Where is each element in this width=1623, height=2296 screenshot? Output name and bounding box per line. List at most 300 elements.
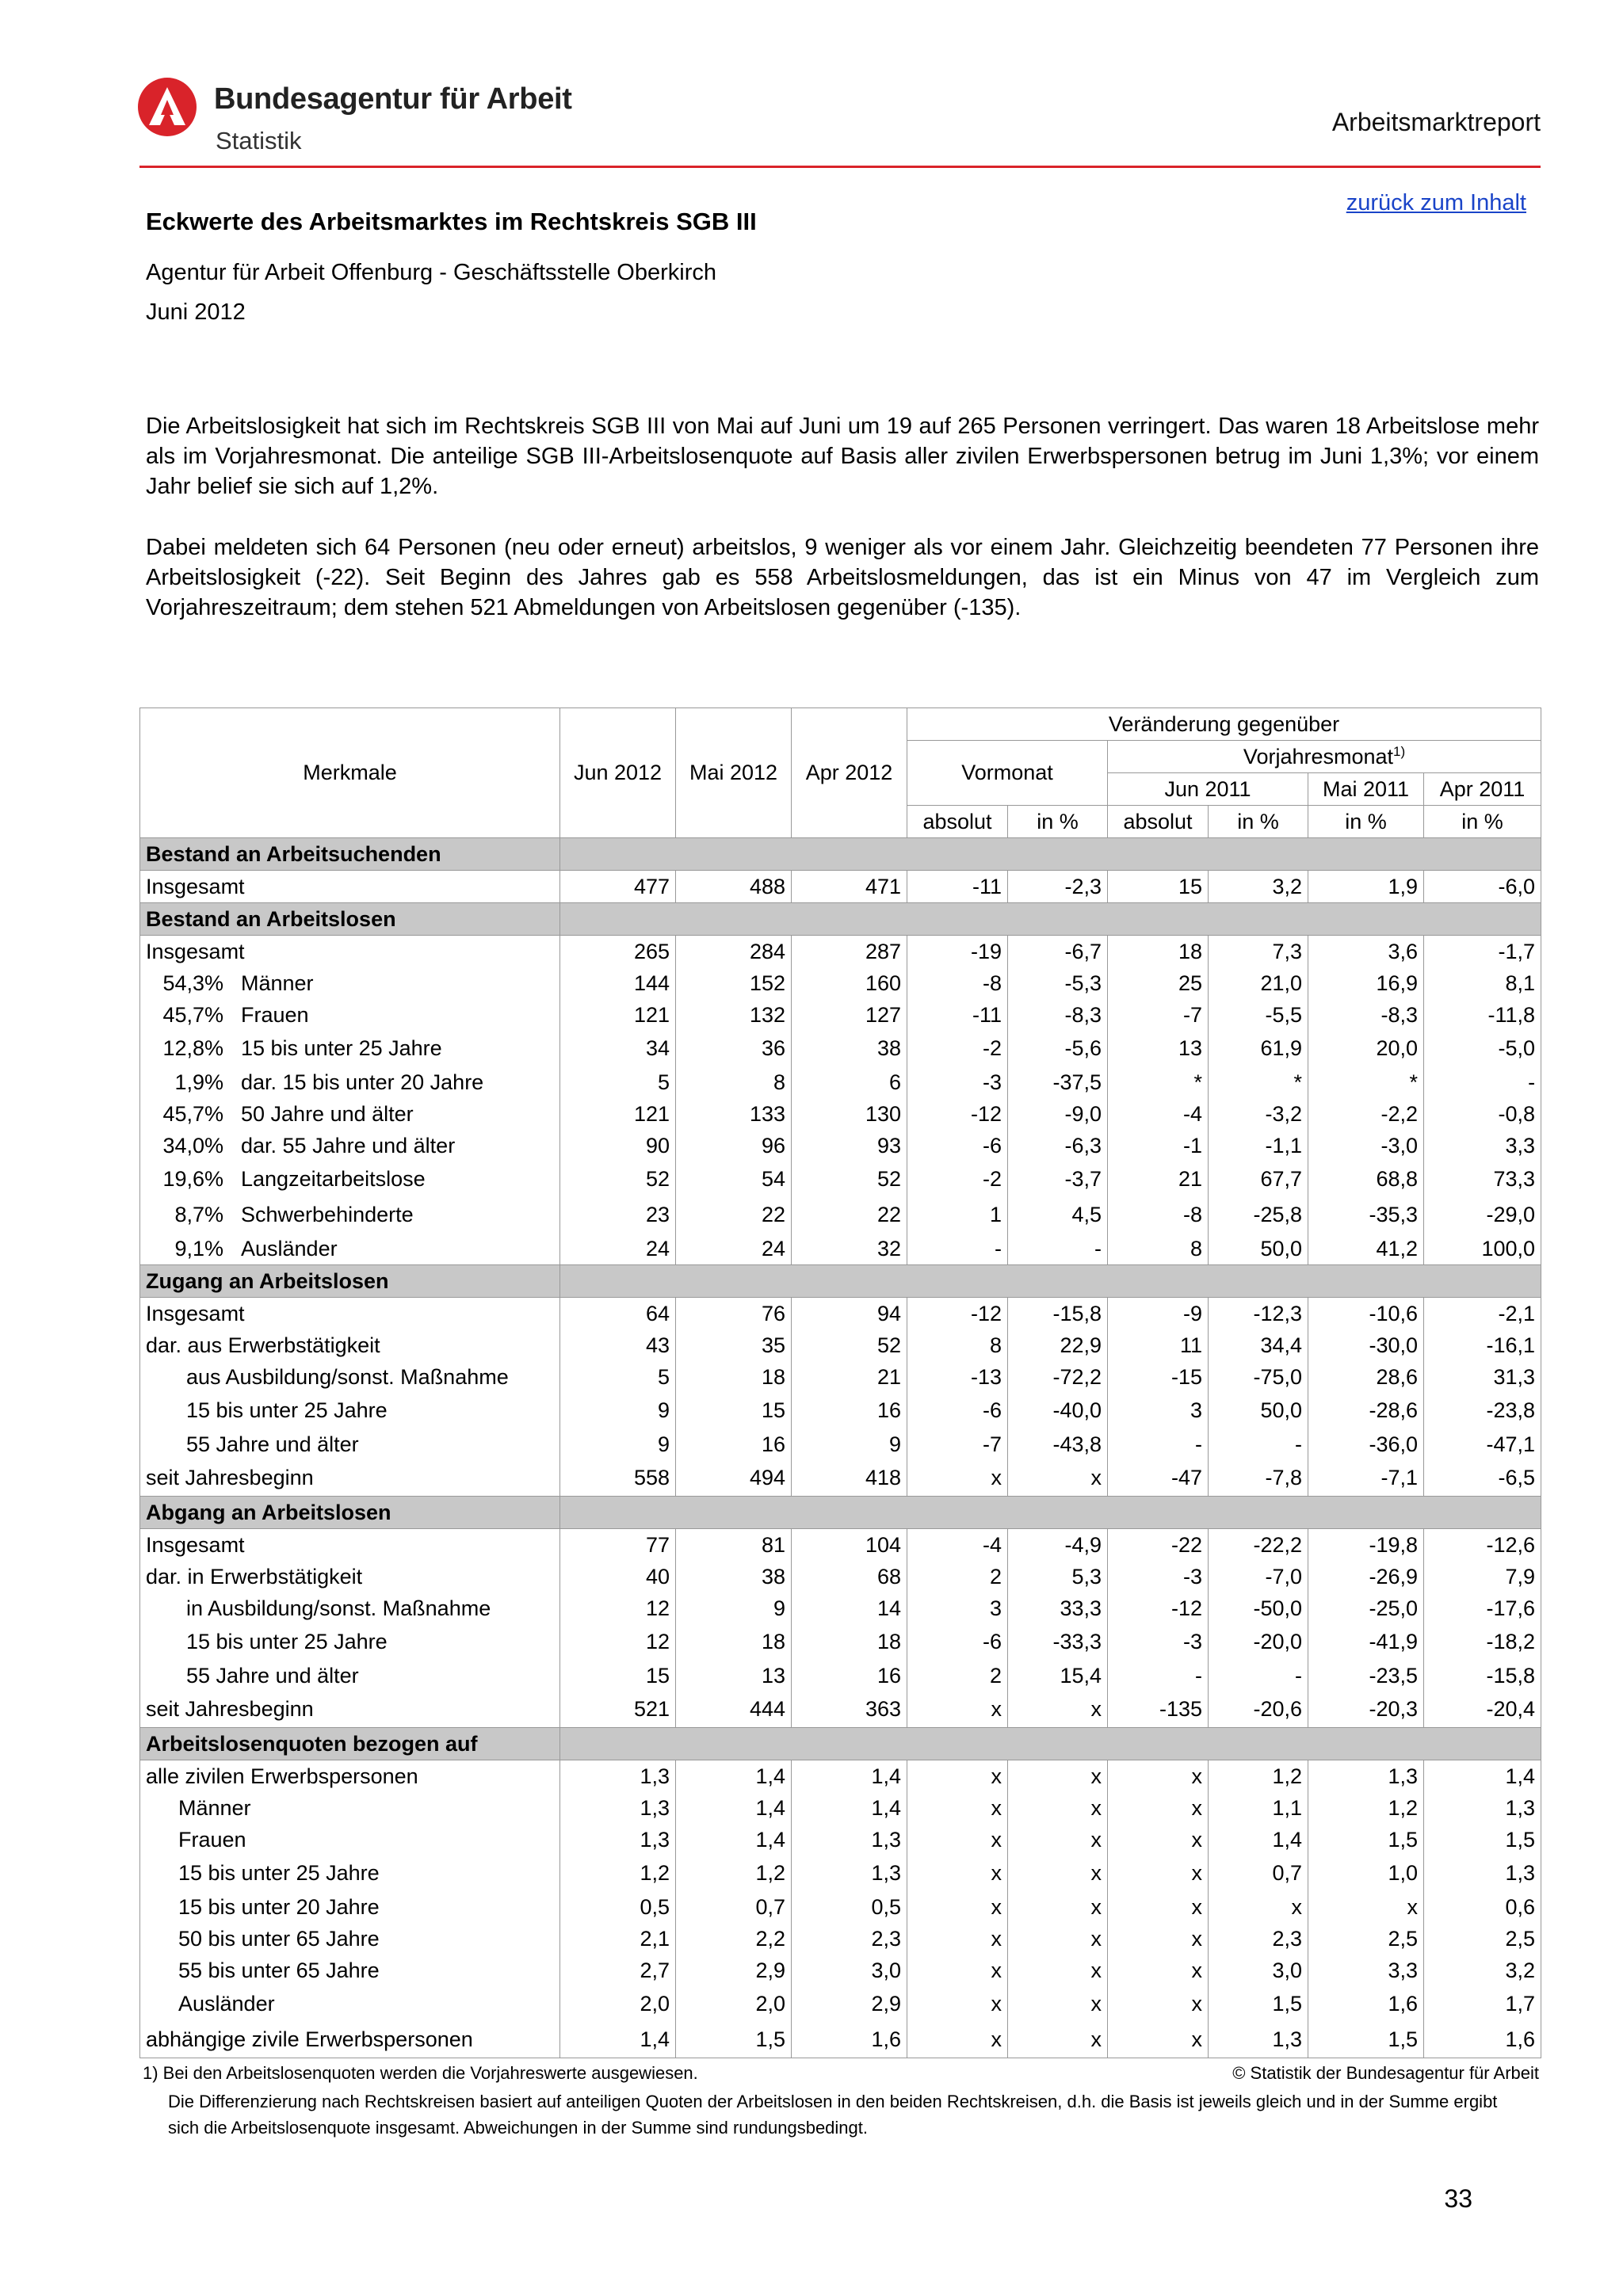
- row-label: 50 bis unter 65 Jahre: [178, 1926, 380, 1951]
- value-cell: -4,9: [1008, 1529, 1108, 1562]
- value-cell: -0,8: [1424, 1098, 1541, 1130]
- value-cell: 3,0: [1209, 1955, 1308, 1986]
- value-cell: 1,4: [676, 1760, 792, 1793]
- value-cell: 96: [676, 1130, 792, 1161]
- value-cell: 2: [907, 1660, 1008, 1691]
- value-cell: -6,7: [1008, 936, 1108, 968]
- value-cell: -29,0: [1424, 1197, 1541, 1233]
- value-cell: 94: [792, 1298, 907, 1330]
- value-cell: 8: [676, 1066, 792, 1098]
- value-cell: 90: [560, 1130, 676, 1161]
- value-cell: -1,7: [1424, 936, 1541, 968]
- value-cell: 8: [1108, 1233, 1209, 1265]
- row-label-cell: [140, 871, 560, 903]
- value-cell: 52: [560, 1161, 676, 1197]
- table-row: [140, 1691, 1541, 1728]
- table-row: [140, 1098, 1541, 1130]
- value-cell: -16,1: [1424, 1329, 1541, 1361]
- value-cell: 3,6: [1308, 936, 1424, 968]
- value-cell: -17,6: [1424, 1592, 1541, 1624]
- row-label: dar. 55 Jahre und älter: [241, 1133, 456, 1158]
- value-cell: 3,2: [1209, 871, 1308, 903]
- value-cell: 61,9: [1209, 1031, 1308, 1066]
- section-filler-cell: [1308, 838, 1424, 871]
- row-label-cell: [140, 1197, 560, 1233]
- value-cell: 0,5: [560, 1891, 676, 1923]
- value-cell: -47: [1108, 1460, 1209, 1497]
- table-row: [140, 1624, 1541, 1660]
- section-header-row: [140, 1728, 1541, 1760]
- header-inpct-vorjahr: in %: [1209, 806, 1308, 838]
- row-label: seit Jahresbeginn: [146, 1466, 314, 1489]
- table-row: [140, 1329, 1541, 1361]
- row-label: 55 Jahre und älter: [186, 1432, 359, 1456]
- row-label-cell: [140, 1098, 560, 1130]
- section-filler-cell: [1424, 903, 1541, 936]
- table-row: [140, 1428, 1541, 1460]
- section-filler-cell: [1008, 1265, 1108, 1298]
- section-filler-cell: [1008, 903, 1108, 936]
- value-cell: 16: [792, 1660, 907, 1691]
- value-cell: -41,9: [1308, 1624, 1424, 1660]
- value-cell: 1,3: [560, 1792, 676, 1824]
- row-label: Insgesamt: [146, 1532, 245, 1557]
- org-subtitle: Statistik: [216, 127, 302, 154]
- value-cell: -: [1008, 1233, 1108, 1265]
- header-mai2012: Mai 2012: [676, 708, 792, 838]
- table-row: [140, 2022, 1541, 2058]
- row-label-cell: [140, 1066, 560, 1098]
- value-cell: 9: [560, 1393, 676, 1428]
- value-cell: 152: [676, 967, 792, 999]
- value-cell: -: [1209, 1660, 1308, 1691]
- value-cell: x: [1108, 1891, 1209, 1923]
- value-cell: -7,1: [1308, 1460, 1424, 1497]
- value-cell: 1,3: [1308, 1760, 1424, 1793]
- value-cell: -75,0: [1209, 1361, 1308, 1393]
- value-cell: x: [1108, 1760, 1209, 1793]
- value-cell: -3,0: [1308, 1130, 1424, 1161]
- value-cell: -8,3: [1308, 999, 1424, 1031]
- value-cell: 2,0: [560, 1986, 676, 2022]
- table-row: [140, 1891, 1541, 1923]
- value-cell: -28,6: [1308, 1393, 1424, 1428]
- value-cell: -20,3: [1308, 1691, 1424, 1728]
- value-cell: 5: [560, 1066, 676, 1098]
- value-cell: 21: [1108, 1161, 1209, 1197]
- table-row: [140, 1824, 1541, 1855]
- table-row: [140, 1460, 1541, 1497]
- value-cell: 1,6: [1308, 1986, 1424, 2022]
- value-cell: 1,6: [792, 2022, 907, 2058]
- value-cell: 1,4: [1209, 1824, 1308, 1855]
- row-label: in Ausbildung/sonst. Maßnahme: [186, 1596, 491, 1620]
- header-vorjahresmonat-label: Vorjahresmonat: [1243, 745, 1394, 769]
- table-row: [140, 1298, 1541, 1330]
- value-cell: 50,0: [1209, 1393, 1308, 1428]
- value-cell: 43: [560, 1329, 676, 1361]
- value-cell: -12: [1108, 1592, 1209, 1624]
- value-cell: x: [907, 1792, 1008, 1824]
- section-filler-cell: [676, 903, 792, 936]
- value-cell: 2,1: [560, 1923, 676, 1955]
- section-header-row: [140, 838, 1541, 871]
- value-cell: 36: [676, 1031, 792, 1066]
- section-filler-cell: [907, 1728, 1008, 1760]
- value-cell: -: [1424, 1066, 1541, 1098]
- value-cell: 133: [676, 1098, 792, 1130]
- value-cell: 121: [560, 999, 676, 1031]
- row-share: 8,7%: [174, 1203, 223, 1226]
- report-name: Arbeitsmarktreport: [1331, 108, 1541, 136]
- value-cell: -43,8: [1008, 1428, 1108, 1460]
- row-label-cell: [140, 1233, 560, 1265]
- page-title: Eckwerte des Arbeitsmarktes im Rechtskreis SGB III: [146, 208, 757, 235]
- value-cell: 1,3: [560, 1824, 676, 1855]
- row-share: 19,6%: [162, 1167, 223, 1191]
- value-cell: -25,0: [1308, 1592, 1424, 1624]
- section-filler-cell: [907, 1265, 1008, 1298]
- value-cell: -3: [1108, 1561, 1209, 1592]
- value-cell: -23,5: [1308, 1660, 1424, 1691]
- value-cell: 1,1: [1209, 1792, 1308, 1824]
- value-cell: 34: [560, 1031, 676, 1066]
- section-header-row: [140, 1265, 1541, 1298]
- value-cell: 1,3: [792, 1824, 907, 1855]
- value-cell: -26,9: [1308, 1561, 1424, 1592]
- header-vormonat: Vormonat: [907, 741, 1108, 806]
- table-row: [140, 936, 1541, 968]
- section-label: Zugang an Arbeitslosen: [140, 1265, 560, 1298]
- value-cell: x: [907, 2022, 1008, 2058]
- value-cell: 2,0: [676, 1986, 792, 2022]
- section-filler-cell: [560, 903, 676, 936]
- row-label: alle zivilen Erwerbspersonen: [146, 1764, 418, 1788]
- value-cell: 1,9: [1308, 871, 1424, 903]
- value-cell: -19,8: [1308, 1529, 1424, 1562]
- header-absolut-vormonat: absolut: [907, 806, 1008, 838]
- value-cell: 9: [792, 1428, 907, 1460]
- value-cell: x: [1008, 1691, 1108, 1728]
- value-cell: 1,5: [1308, 1824, 1424, 1855]
- row-label-cell: [140, 1460, 560, 1497]
- row-label: Schwerbehinderte: [241, 1203, 414, 1226]
- row-label: 50 Jahre und älter: [241, 1101, 414, 1126]
- header-inpct-apr2011: in %: [1424, 806, 1541, 838]
- value-cell: -7: [1108, 999, 1209, 1031]
- section-filler-cell: [1209, 1497, 1308, 1529]
- value-cell: 2,3: [1209, 1923, 1308, 1955]
- row-label: Insgesamt: [146, 1301, 245, 1325]
- row-label: Ausländer: [178, 1992, 275, 2016]
- value-cell: -3: [1108, 1624, 1209, 1660]
- row-label-cell: [140, 1855, 560, 1891]
- report-date: Juni 2012: [146, 299, 246, 325]
- header-jun2011: Jun 2011: [1108, 773, 1308, 806]
- value-cell: 54: [676, 1161, 792, 1197]
- row-label-cell: [140, 1361, 560, 1393]
- row-share: 1,9%: [174, 1070, 223, 1094]
- back-to-contents-link[interactable]: zurück zum Inhalt: [1346, 190, 1526, 215]
- section-filler-cell: [1108, 838, 1209, 871]
- value-cell: 5,3: [1008, 1561, 1108, 1592]
- value-cell: 9: [560, 1428, 676, 1460]
- row-label-cell: [140, 1393, 560, 1428]
- section-filler-cell: [1308, 1497, 1424, 1529]
- section-header-row: [140, 1497, 1541, 1529]
- header-change: Veränderung gegenüber: [907, 708, 1541, 741]
- value-cell: -12,3: [1209, 1298, 1308, 1330]
- table-row: [140, 1592, 1541, 1624]
- row-share: 34,0%: [162, 1133, 223, 1158]
- row-label-cell: [140, 1130, 560, 1161]
- summary-paragraph-1: Die Arbeitslosigkeit hat sich im Rechtskreis SGB III von Mai auf Juni um 19 auf 265 Personen verringert. Das waren 18 Arbeitslose mehr als im Vorjahresmonat. Die anteilige SGB III-Arbeitslosenquote auf Basis aller zivilen Erwerbspersonen betrug im Juni 1,3%; vor einem Jahr belief sie sich auf 1,2%.: [146, 414, 1539, 499]
- copyright: © Statistik der Bundesagentur für Arbeit: [1232, 2063, 1539, 2083]
- section-filler-cell: [560, 1265, 676, 1298]
- value-cell: 4,5: [1008, 1197, 1108, 1233]
- header-divider: [139, 166, 1541, 168]
- value-cell: -8: [907, 967, 1008, 999]
- value-cell: 5: [560, 1361, 676, 1393]
- value-cell: x: [907, 1760, 1008, 1793]
- value-cell: x: [1008, 1855, 1108, 1891]
- section-filler-cell: [1008, 838, 1108, 871]
- value-cell: -2,3: [1008, 871, 1108, 903]
- row-label: 15 bis unter 25 Jahre: [241, 1036, 442, 1060]
- section-filler-cell: [1108, 903, 1209, 936]
- value-cell: x: [1209, 1891, 1308, 1923]
- section-filler-cell: [1108, 1497, 1209, 1529]
- agency-name: Agentur für Arbeit Offenburg - Geschäftsstelle Oberkirch: [146, 260, 716, 285]
- row-label-cell: [140, 1529, 560, 1562]
- value-cell: 2,3: [792, 1923, 907, 1955]
- row-label: 55 Jahre und älter: [186, 1663, 359, 1688]
- value-cell: -18,2: [1424, 1624, 1541, 1660]
- value-cell: 14: [792, 1592, 907, 1624]
- value-cell: 24: [676, 1233, 792, 1265]
- row-label: Frauen: [178, 1827, 246, 1852]
- value-cell: -2,1: [1424, 1298, 1541, 1330]
- value-cell: x: [1108, 1824, 1209, 1855]
- section-filler-cell: [792, 838, 907, 871]
- value-cell: -11: [907, 871, 1008, 903]
- footnote-2: Die Differenzierung nach Rechtskreisen basiert auf anteiligen Quoten der Arbeitslosen in den beiden Rechtskreisen, d.h. die Basis ist jeweils gleich und in der Summe ergibt sich die Arbeitslosenquote insgesamt. Abweichungen in der Summe sind rundungsbedingt.: [168, 2092, 1498, 2138]
- value-cell: x: [1108, 1855, 1209, 1891]
- value-cell: 93: [792, 1130, 907, 1161]
- value-cell: 1,0: [1308, 1855, 1424, 1891]
- row-label: 55 bis unter 65 Jahre: [178, 1958, 380, 1982]
- value-cell: x: [1008, 1923, 1108, 1955]
- section-filler-cell: [1424, 1728, 1541, 1760]
- row-label-cell: [140, 967, 560, 999]
- row-label: Insgesamt: [146, 874, 245, 898]
- table-row: [140, 1130, 1541, 1161]
- row-label-cell: [140, 936, 560, 968]
- section-filler-cell: [792, 1265, 907, 1298]
- value-cell: 1,4: [676, 1792, 792, 1824]
- value-cell: 40: [560, 1561, 676, 1592]
- row-share: 45,7%: [162, 1101, 223, 1126]
- value-cell: 22,9: [1008, 1329, 1108, 1361]
- row-label-cell: [140, 999, 560, 1031]
- value-cell: 0,7: [1209, 1855, 1308, 1891]
- value-cell: 160: [792, 967, 907, 999]
- row-label: aus Ausbildung/sonst. Maßnahme: [186, 1364, 509, 1389]
- row-label-cell: [140, 1760, 560, 1793]
- value-cell: -23,8: [1424, 1393, 1541, 1428]
- header-inpct-vormonat: in %: [1008, 806, 1108, 838]
- table-row: [140, 1233, 1541, 1265]
- value-cell: -12,6: [1424, 1529, 1541, 1562]
- value-cell: x: [1108, 2022, 1209, 2058]
- value-cell: 1,5: [1308, 2022, 1424, 2058]
- value-cell: -15,8: [1008, 1298, 1108, 1330]
- header-absolut-vorjahr: absolut: [1108, 806, 1209, 838]
- value-cell: 16,9: [1308, 967, 1424, 999]
- value-cell: 287: [792, 936, 907, 968]
- section-filler-cell: [907, 903, 1008, 936]
- value-cell: -2: [907, 1161, 1008, 1197]
- table-row: [140, 1660, 1541, 1691]
- row-label: Insgesamt: [146, 939, 245, 963]
- table-row: [140, 1955, 1541, 1986]
- org-name: Bundesagentur für Arbeit: [214, 82, 572, 116]
- value-cell: -7: [907, 1428, 1008, 1460]
- value-cell: 418: [792, 1460, 907, 1497]
- value-cell: -5,5: [1209, 999, 1308, 1031]
- value-cell: 8: [907, 1329, 1008, 1361]
- row-label-cell: [140, 1660, 560, 1691]
- value-cell: -8,3: [1008, 999, 1108, 1031]
- value-cell: 76: [676, 1298, 792, 1330]
- value-cell: 12: [560, 1592, 676, 1624]
- row-label-cell: [140, 1624, 560, 1660]
- section-filler-cell: [1424, 1265, 1541, 1298]
- value-cell: 16: [676, 1428, 792, 1460]
- value-cell: *: [1209, 1066, 1308, 1098]
- value-cell: x: [1308, 1891, 1424, 1923]
- value-cell: 121: [560, 1098, 676, 1130]
- header-merkmale: Merkmale: [140, 708, 560, 838]
- value-cell: -12: [907, 1098, 1008, 1130]
- value-cell: -4: [907, 1529, 1008, 1562]
- value-cell: 3: [907, 1592, 1008, 1624]
- value-cell: -6: [907, 1624, 1008, 1660]
- row-label: Frauen: [241, 1002, 309, 1027]
- value-cell: 1,6: [1424, 2022, 1541, 2058]
- value-cell: -: [907, 1233, 1008, 1265]
- section-filler-cell: [792, 1728, 907, 1760]
- value-cell: 28,6: [1308, 1361, 1424, 1393]
- value-cell: 23: [560, 1197, 676, 1233]
- table-row: [140, 1361, 1541, 1393]
- value-cell: -37,5: [1008, 1066, 1108, 1098]
- value-cell: -22: [1108, 1529, 1209, 1562]
- section-label: Bestand an Arbeitsuchenden: [140, 838, 560, 871]
- value-cell: 284: [676, 936, 792, 968]
- value-cell: 18: [676, 1624, 792, 1660]
- value-cell: -6: [907, 1130, 1008, 1161]
- value-cell: 6: [792, 1066, 907, 1098]
- value-cell: 1,3: [1424, 1792, 1541, 1824]
- value-cell: 11: [1108, 1329, 1209, 1361]
- value-cell: 0,7: [676, 1891, 792, 1923]
- value-cell: 15: [560, 1660, 676, 1691]
- value-cell: -7,0: [1209, 1561, 1308, 1592]
- value-cell: 22: [792, 1197, 907, 1233]
- section-filler-cell: [792, 1497, 907, 1529]
- value-cell: 15,4: [1008, 1660, 1108, 1691]
- row-label: Männer: [178, 1795, 251, 1820]
- table-row: [140, 967, 1541, 999]
- value-cell: -20,4: [1424, 1691, 1541, 1728]
- value-cell: -22,2: [1209, 1529, 1308, 1562]
- value-cell: 1,7: [1424, 1986, 1541, 2022]
- value-cell: -135: [1108, 1691, 1209, 1728]
- value-cell: 33,3: [1008, 1592, 1108, 1624]
- value-cell: 488: [676, 871, 792, 903]
- row-label-cell: [140, 1329, 560, 1361]
- section-filler-cell: [1209, 838, 1308, 871]
- section-filler-cell: [1308, 903, 1424, 936]
- section-filler-cell: [1209, 1728, 1308, 1760]
- value-cell: x: [1008, 1760, 1108, 1793]
- value-cell: 104: [792, 1529, 907, 1562]
- value-cell: 21,0: [1209, 967, 1308, 999]
- value-cell: 67,7: [1209, 1161, 1308, 1197]
- value-cell: 2,5: [1424, 1923, 1541, 1955]
- section-filler-cell: [676, 1265, 792, 1298]
- value-cell: -47,1: [1424, 1428, 1541, 1460]
- value-cell: -8: [1108, 1197, 1209, 1233]
- value-cell: -5,0: [1424, 1031, 1541, 1066]
- row-label: abhängige zivile Erwerbspersonen: [146, 2027, 473, 2051]
- section-filler-cell: [1209, 1265, 1308, 1298]
- value-cell: 34,4: [1209, 1329, 1308, 1361]
- value-cell: 7,9: [1424, 1561, 1541, 1592]
- value-cell: 0,6: [1424, 1891, 1541, 1923]
- section-filler-cell: [907, 838, 1008, 871]
- value-cell: 558: [560, 1460, 676, 1497]
- value-cell: 32: [792, 1233, 907, 1265]
- value-cell: x: [1008, 2022, 1108, 2058]
- value-cell: x: [907, 1691, 1008, 1728]
- row-label: dar. 15 bis unter 20 Jahre: [241, 1070, 484, 1094]
- value-cell: 18: [676, 1361, 792, 1393]
- value-cell: 68: [792, 1561, 907, 1592]
- value-cell: 41,2: [1308, 1233, 1424, 1265]
- section-filler-cell: [1308, 1728, 1424, 1760]
- value-cell: 1,2: [676, 1855, 792, 1891]
- value-cell: 1,4: [676, 1824, 792, 1855]
- value-cell: x: [1008, 1824, 1108, 1855]
- row-label-cell: [140, 1161, 560, 1197]
- row-share: 54,3%: [162, 971, 223, 995]
- row-label: 15 bis unter 20 Jahre: [178, 1894, 380, 1919]
- table-row: [140, 1066, 1541, 1098]
- row-label: dar. aus Erwerbstätigkeit: [146, 1333, 380, 1357]
- value-cell: 3,3: [1424, 1130, 1541, 1161]
- row-label: Langzeitarbeitslose: [241, 1167, 426, 1191]
- value-cell: x: [907, 1923, 1008, 1955]
- section-label: Bestand an Arbeitslosen: [140, 903, 560, 936]
- value-cell: 25: [1108, 967, 1209, 999]
- value-cell: 1,5: [1209, 1986, 1308, 2022]
- row-label: dar. in Erwerbstätigkeit: [146, 1564, 363, 1589]
- value-cell: 471: [792, 871, 907, 903]
- value-cell: 24: [560, 1233, 676, 1265]
- value-cell: 13: [1108, 1031, 1209, 1066]
